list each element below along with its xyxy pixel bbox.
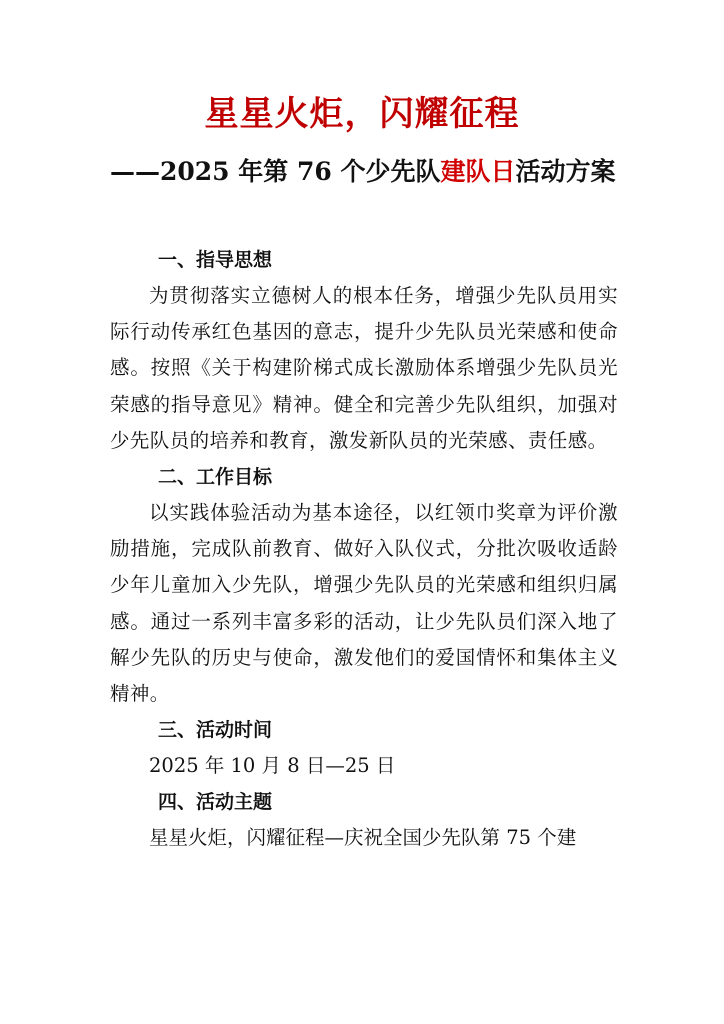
section-paragraph-work-goals: 以实践体验活动为基本途径，以红领巾奖章为评价激励措施，完成队前教育、做好入队仪式，分批次吸收适龄少年儿童加入少先队，增强少先队员的光荣感和组织归属感。通过一系列丰富多彩的活动，让少先队员们深入地了解少先队的历史与使命，激发他们的爱国情怀和集体主义精神。 (110, 501, 618, 706)
document-body (110, 242, 618, 857)
section-paragraph-activity-time: 2025 年 10 月 8 日—25 日 (149, 754, 396, 778)
section-heading-activity-theme: 四、活动主题 (158, 791, 273, 814)
subtitle-prefix: ——2025 年第 76 个少先队 (110, 157, 441, 186)
document-title: 星星火炬，闪耀征程 (204, 94, 520, 134)
section-heading-work-goals: 二、工作目标 (158, 466, 273, 489)
section-paragraph-activity-theme: 星星火炬，闪耀征程—庆祝全国少先队第 75 个建 (149, 826, 577, 850)
subtitle-highlight: 建队日 (440, 157, 516, 186)
document-subtitle (110, 154, 616, 190)
section-paragraph-guiding-ideology: 为贯彻落实立德树人的根本任务，增强少先队员用实际行动传承红色基因的意志，提升少先队员光荣感和使命感。按照《关于构建阶梯式成长激励体系增强少先队员光荣感的指导意见》精神。健全和完善少先队组织，加强对少先队员的培养和教育，激发新队员的光荣感、责任感。 (110, 284, 618, 452)
section-heading-guiding-ideology: 一、指导思想 (158, 249, 273, 271)
section-heading-activity-time: 三、活动时间 (158, 719, 273, 742)
subtitle-suffix: 活动方案 (515, 157, 616, 186)
